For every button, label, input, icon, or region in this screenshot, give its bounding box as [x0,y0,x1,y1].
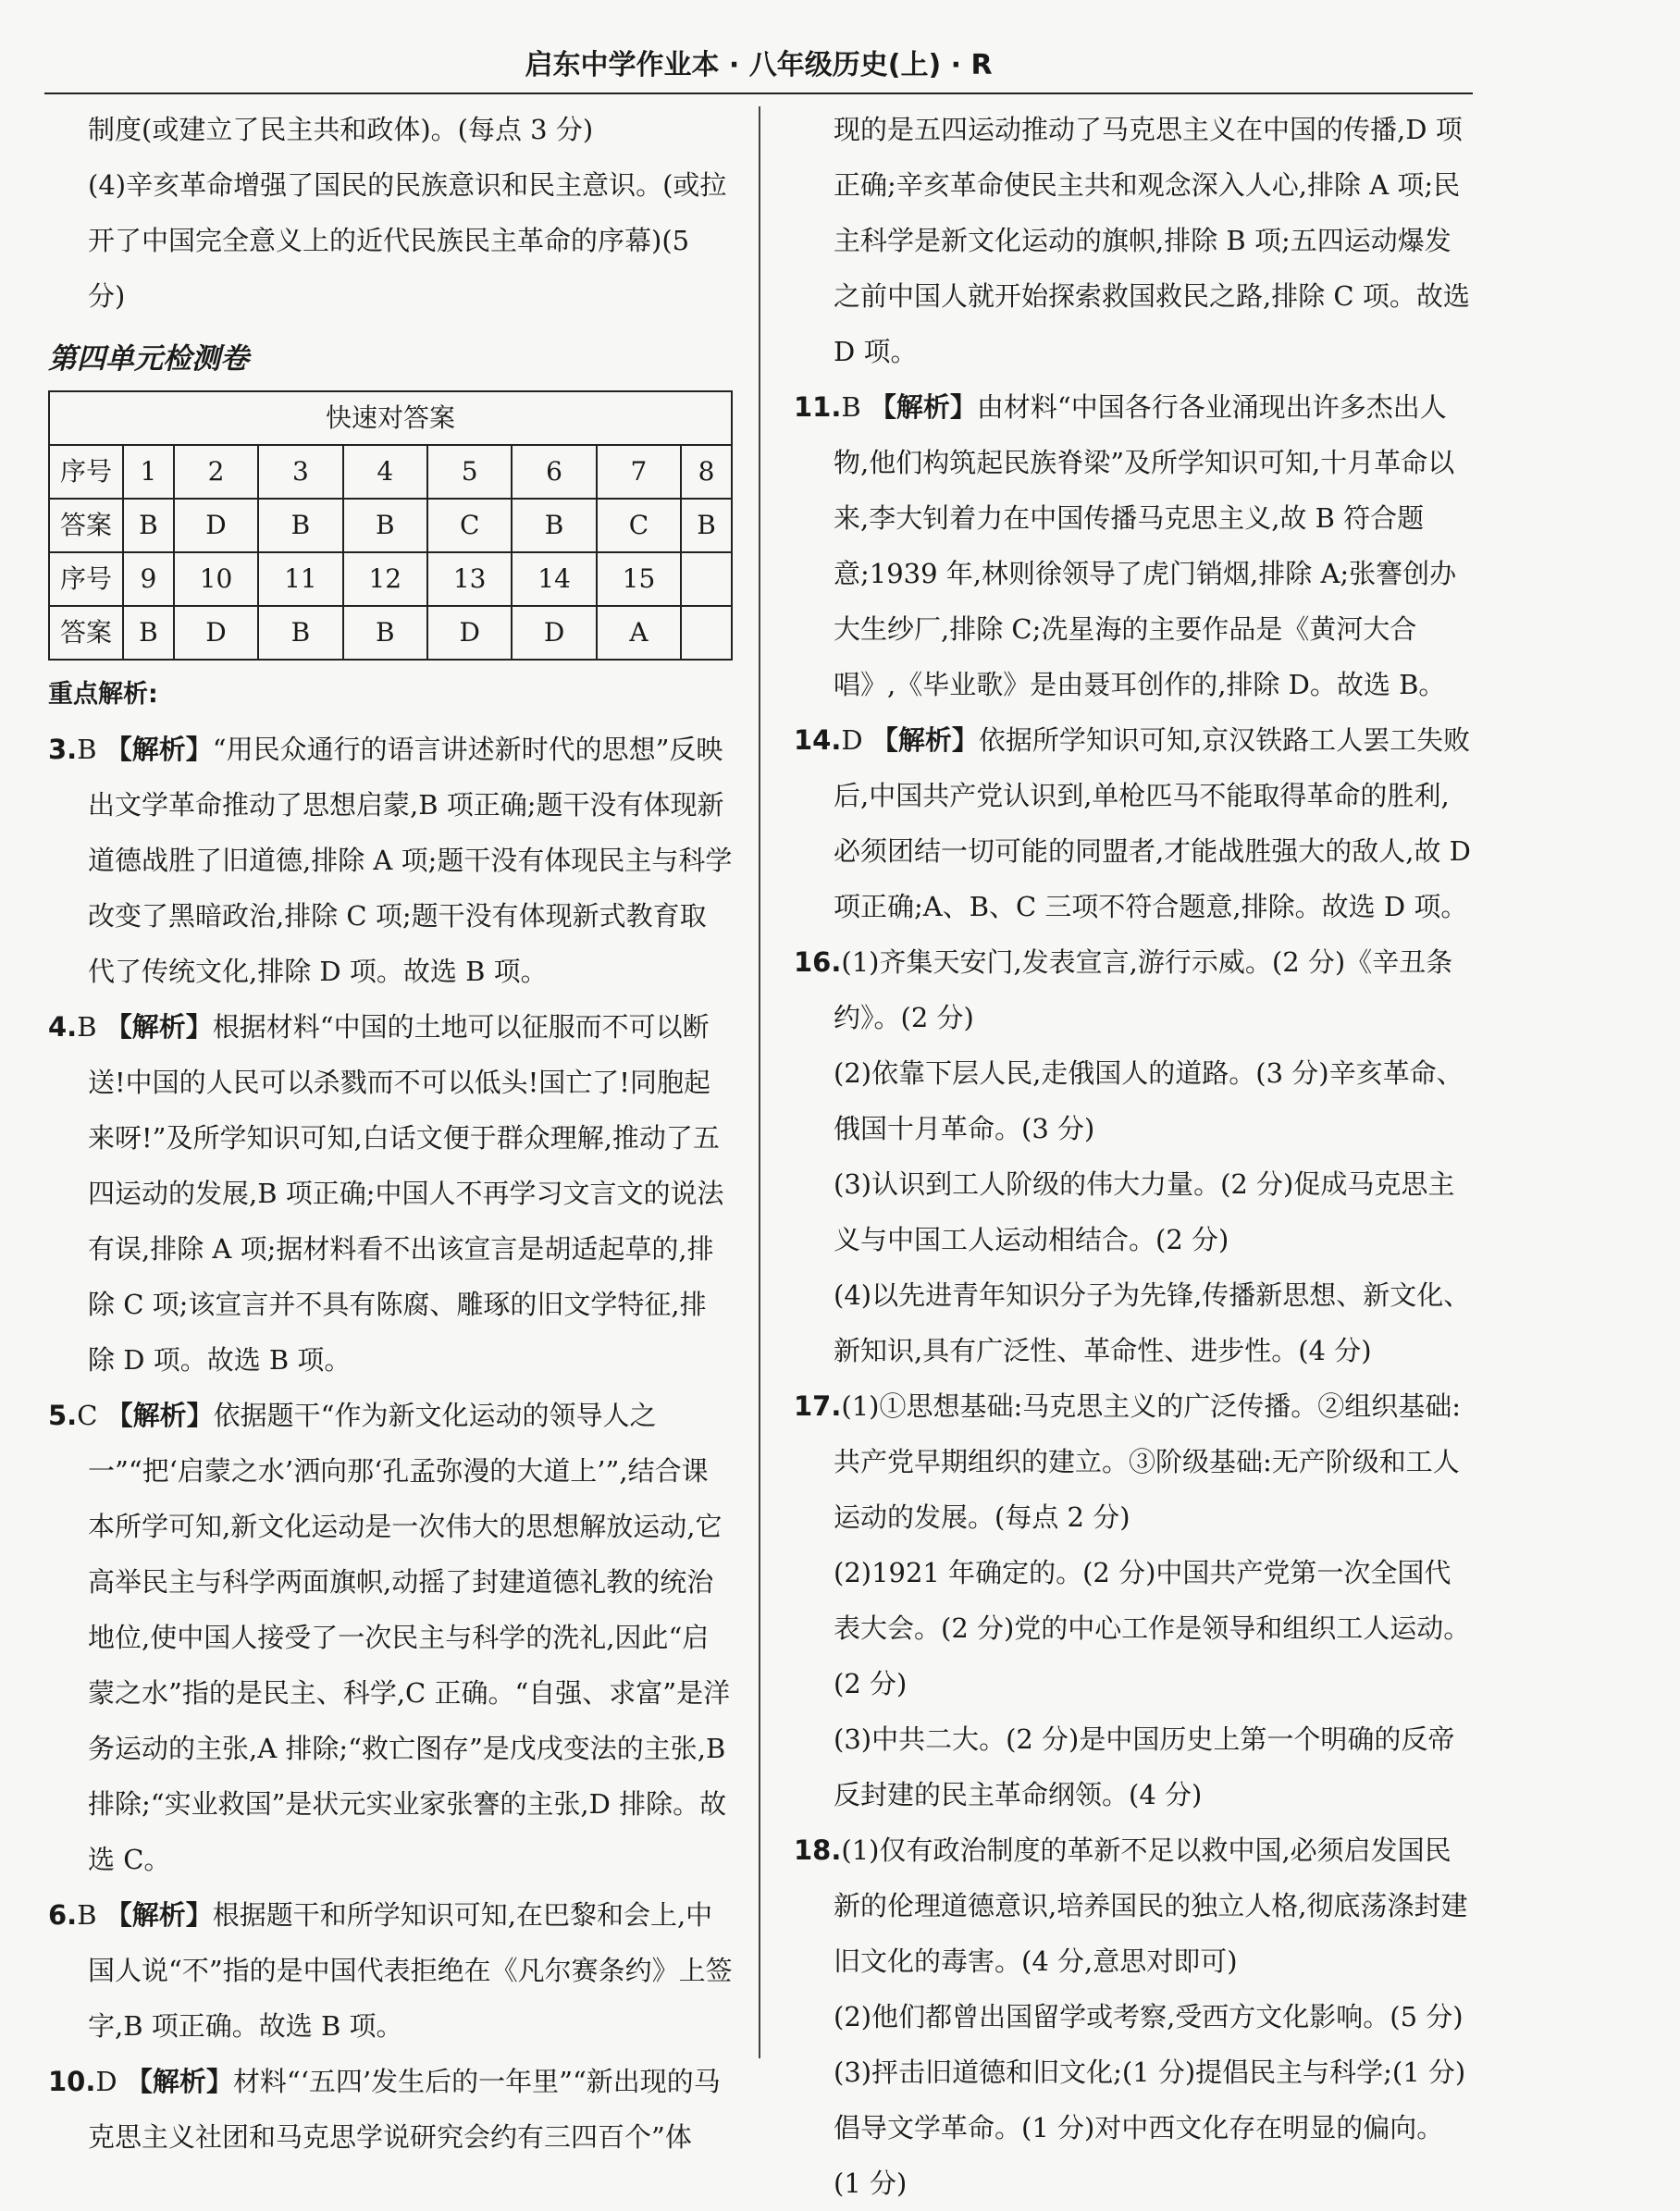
item-answer: B [77,734,97,765]
left-column [48,102,733,2165]
item-answer: B [77,1899,97,1931]
item-answer: B [77,1011,97,1043]
analysis-tag: 【解析】 [871,724,979,756]
item-number: 3. [48,734,78,765]
table-cell: D [427,606,512,660]
answer-text: (1)①思想基础:马克思主义的广泛传播。②组织基础:共产党早期组织的建立。③阶级基础:无产阶级和工人运动的发展。(每点 2 分) [834,1390,1461,1533]
item-text: 根据题干和所学知识可知,在巴黎和会上,中国人说“不”指的是中国代表拒绝在《凡尔赛条约》上签字,B 项正确。故选 B 项。 [88,1899,733,2042]
table-cell: D [512,606,596,660]
key-analysis-title: 重点解析: [48,680,158,709]
answer-line: (4)以先进青年知识分子为先锋,传播新思想、新文化、新知识,具有广泛性、革命性、进步性。(4 分) [834,1279,1471,1366]
answer-line: (3)认识到工人阶级的伟大力量。(2 分)促成马克思主义与中国工人运动相结合。(2 分) [834,1168,1455,1255]
table-row [49,606,732,660]
table-cell: B [681,499,732,552]
answer-line [794,1822,1471,1989]
analysis-tag: 【解析】 [125,2066,233,2097]
item-number: 16. [794,946,842,978]
analysis-item [48,2054,733,2165]
table-cell: 14 [512,552,596,606]
table-cell: 2 [174,445,258,499]
table-cell: 6 [512,445,596,499]
table-cell: 7 [597,445,681,499]
item-number: 17. [794,1390,842,1422]
analysis-tag: 【解析】 [105,1011,213,1043]
answer-table-title: 快速对答案 [49,391,732,445]
answer-line: (3)抨击旧道德和旧文化;(1 分)提倡民主与科学;(1 分)倡导文学革命。(1 分)对中西文化存在明显的偏向。(1 分) [834,2057,1466,2199]
answer-block [794,1822,1471,2211]
item-text: 依据所学知识可知,京汉铁路工人罢工失败后,中国共产党认识到,单枪匹马不能取得革命的胜利,必须团结一切可能的同盟者,才能战胜强大的敌人,故 D 项正确;A、B、C 三项不符合题意,排除。故选 D 项。 [834,724,1471,922]
page-header: 启东中学作业本 · 八年级历史(上) · R [44,39,1473,94]
table-row [49,499,732,552]
answer-line: (3)中共二大。(2 分)是中国历史上第一个明确的反帝反封建的民主革命纲领。(4 分) [834,1723,1455,1810]
item-number: 18. [794,1834,842,1866]
row-head: 答案 [49,499,123,552]
table-cell: 13 [427,552,512,606]
table-cell: 11 [258,552,342,606]
item-number: 14. [794,724,842,756]
item-text: 材料“‘五四’发生后的一年里”“新出现的马克思主义社团和马克思学说研究会约有三四百个”体 [88,2066,721,2153]
table-cell: 9 [123,552,174,606]
analysis-item [48,722,733,999]
table-cell: A [597,606,681,660]
item-number: 11. [794,391,842,423]
analysis-item [794,379,1471,712]
column-divider [759,106,760,2058]
table-cell: B [123,606,174,660]
answer-text: (1)仅有政治制度的革新不足以救中国,必须启发国民新的伦理道德意识,培养国民的独立人格,彻底荡涤封建旧文化的毒害。(4 分,意思对即可) [834,1834,1468,1977]
table-cell: 4 [343,445,427,499]
item-answer: D [95,2066,117,2097]
table-cell: 10 [174,552,258,606]
table-cell: 3 [258,445,342,499]
answer-line: (2)依靠下层人民,走俄国人的道路。(3 分)辛亥革命、俄国十月革命。(3 分) [834,1057,1464,1144]
table-cell: B [512,499,596,552]
table-row [49,552,732,606]
continuation-text: 现的是五四运动推动了马克思主义在中国的传播,D 项正确;辛亥革命使民主共和观念深入人心,排除 A 项;民主科学是新文化运动的旗帜,排除 B 项;五四运动爆发之前中国人就开始探索救国救民之路,排除 C 项。故选 D 项。 [834,114,1470,367]
item-answer: C [77,1400,98,1431]
analysis-item [48,999,733,1388]
table-cell: 8 [681,445,732,499]
table-cell: B [343,606,427,660]
table-cell [681,552,732,606]
item-text: 由材料“中国各行各业涌现出许多杰出人物,他们构筑起民族脊梁”及所学知识可知,十月革命以来,李大钊着力在中国传播马克思主义,故 B 符合题意;1939 年,林则徐领导了虎门销烟,排除 A;张謇创办大生纱厂,排除 C;冼星海的主要作品是《黄河大合唱》,《毕业歌》是由聂耳创作的,排除 D。故选 B。 [834,391,1457,700]
table-row [49,445,732,499]
item-answer: B [841,391,861,423]
table-cell: B [258,606,342,660]
table-cell: B [343,499,427,552]
row-head: 序号 [49,552,123,606]
intro-line: (4)辛亥革命增强了国民的民族意识和民主意识。(或拉开了中国完全意义上的近代民族民主革命的序幕)(5 分) [88,169,727,312]
answer-line [794,1378,1471,1545]
row-head: 答案 [49,606,123,660]
answer-table [48,390,733,661]
analysis-item [794,712,1471,934]
intro-line: 制度(或建立了民主共和政体)。(每点 3 分) [88,114,594,145]
item-text: “用民众通行的语言讲述新时代的思想”反映出文学革命推动了思想启蒙,B 项正确;题干没有体现新道德战胜了旧道德,排除 A 项;题干没有体现民主与科学改变了黑暗政治,排除 C 项;题干没有体现新式教育取代了传统文化,排除 D 项。故选 B 项。 [88,734,733,987]
answer-block [794,1378,1471,1822]
analysis-tag: 【解析】 [869,391,977,423]
table-cell: D [174,499,258,552]
table-cell: 1 [123,445,174,499]
answer-line [794,934,1471,1045]
answer-line: (2)1921 年确定的。(2 分)中国共产党第一次全国代表大会。(2 分)党的中心工作是领导和组织工人运动。(2 分) [834,1557,1471,1699]
table-cell: B [123,499,174,552]
item-number: 6. [48,1899,78,1931]
item-text: 依据题干“作为新文化运动的领导人之一”“把‘启蒙之水’洒向那‘孔孟弥漫的大道上’”,结合课本所学可知,新文化运动是一次伟大的思想解放运动,它高举民主与科学两面旗帜,动摇了封建道德礼教的统治地位,使中国人接受了一次民主与科学的洗礼,因此“启蒙之水”指的是民主、科学,C 正确。“自强、求富”是洋务运动的主张,A 排除;“救亡图存”是戊戌变法的主张,B 排除;“实业救国”是状元实业家张謇的主张,D 排除。故选 C。 [88,1400,731,1875]
item-text: 根据材料“中国的土地可以征服而不可以断送!中国的人民可以杀戮而不可以低头!国亡了!同胞起来呀!”及所学知识可知,白话文便于群众理解,推动了五四运动的发展,B 项正确;中国人不再学习文言文的说法有误,排除 A 项;据材料看不出该宣言是胡适起草的,排除 C 项;该宣言并不具有陈腐、雕琢的旧文学特征,排除 D 项。故选 B 项。 [88,1011,724,1376]
section-title: 第四单元检测卷 [48,342,249,376]
answer-line: (2)他们都曾出国留学或考察,受西方文化影响。(5 分) [834,2001,1464,2032]
item-number: 10. [48,2066,96,2097]
analysis-tag: 【解析】 [105,734,213,765]
table-cell: 12 [343,552,427,606]
answer-block [794,934,1471,1378]
row-head: 序号 [49,445,123,499]
item-number: 4. [48,1011,78,1043]
table-cell: C [597,499,681,552]
table-cell: D [174,606,258,660]
table-cell: C [427,499,512,552]
item-answer: D [841,724,863,756]
table-cell: B [258,499,342,552]
right-column [794,102,1471,2211]
analysis-item [48,1887,733,2054]
analysis-tag: 【解析】 [105,1400,214,1431]
analysis-item [48,1388,733,1887]
analysis-tag: 【解析】 [105,1899,213,1931]
answer-text: (1)齐集天安门,发表宣言,游行示威。(2 分)《辛丑条约》。(2 分) [834,946,1453,1033]
item-number: 5. [48,1400,78,1431]
table-cell: 15 [597,552,681,606]
table-cell: 5 [427,445,512,499]
table-cell [681,606,732,660]
